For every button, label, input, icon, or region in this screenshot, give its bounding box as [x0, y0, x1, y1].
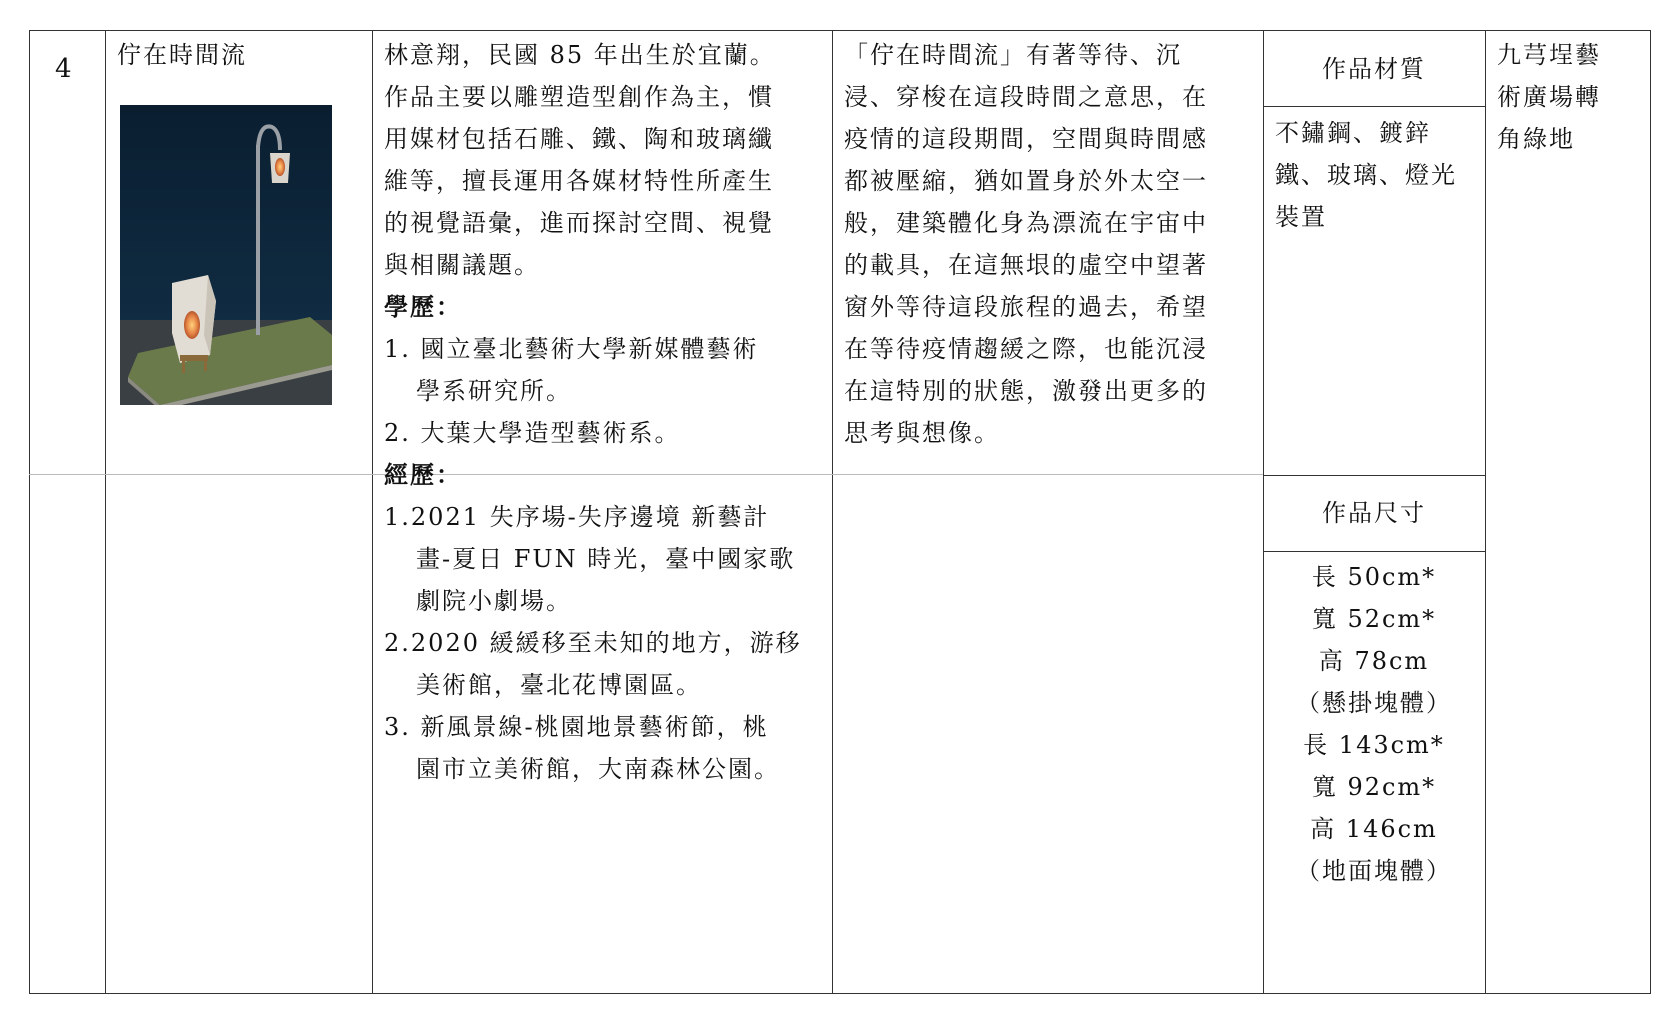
experience-line-6: 3. 新風景線-桃園地景藝術節，桃 [384, 713, 769, 741]
concept-line-3: 疫情的這段期間，空間與時間感 [844, 125, 1208, 153]
size-line-4: （懸掛塊體） [1296, 689, 1452, 717]
concept-line-10: 思考與想像。 [844, 419, 1000, 447]
education-heading: 學歷： [384, 292, 462, 321]
size-line-1: 長 50cm* [1311, 563, 1437, 591]
concept-line-6: 的載具，在這無垠的虛空中望著 [844, 251, 1208, 279]
bio-line-5: 的視覺語彙，進而探討空間、視覺 [384, 209, 774, 237]
concept-line-9: 在這特別的狀態，激發出更多的 [844, 377, 1208, 405]
material-line-2: 鐵、玻璃、燈光 [1275, 161, 1457, 189]
size-line-3: 高 78cm [1318, 647, 1430, 675]
experience-heading: 經歷： [384, 460, 462, 489]
experience-line-5: 美術館，臺北花博園區。 [416, 671, 702, 699]
location-line-3: 角綠地 [1497, 125, 1575, 153]
bio-line-4: 維等，擅長運用各媒材特性所產生 [384, 167, 774, 195]
experience-line-4: 2.2020 緩緩移至未知的地方，游移 [384, 629, 802, 657]
size-line-7: 高 146cm [1310, 815, 1438, 843]
row-number: 4 [55, 54, 74, 84]
material-heading-rule [1263, 106, 1485, 107]
bio-line-3: 用媒材包括石雕、鐵、陶和玻璃纖 [384, 125, 774, 153]
concept-line-7: 窗外等待這段旅程的過去，希望 [844, 293, 1208, 321]
table-left-border [29, 30, 30, 993]
bio-line-6: 與相關議題。 [384, 251, 540, 279]
size-line-2: 寬 52cm* [1311, 605, 1437, 633]
material-heading: 作品材質 [1322, 55, 1426, 83]
col-divider-2 [372, 30, 373, 993]
size-line-8: （地面塊體） [1296, 857, 1452, 885]
table-right-border [1650, 30, 1651, 993]
size-line-6: 寬 92cm* [1311, 773, 1437, 801]
size-values [1263, 556, 1485, 892]
col-divider-3 [832, 30, 833, 993]
location-line-2: 術廣場轉 [1497, 83, 1601, 111]
education-line-2: 學系研究所。 [416, 377, 572, 405]
size-heading-rule [1263, 551, 1485, 552]
artwork-title: 佇在時間流 [117, 41, 247, 69]
col-divider-5 [1485, 30, 1486, 993]
concept-line-4: 都被壓縮，猶如置身於外太空一 [844, 167, 1208, 195]
experience-line-2: 畫-夏日 FUN 時光，臺中國家歌 [416, 545, 796, 573]
size-heading: 作品尺寸 [1322, 499, 1426, 527]
table-bottom-border [29, 993, 1651, 994]
concept-line-2: 浸、穿梭在這段時間之意思，在 [844, 83, 1208, 111]
location-line-1: 九芎埕藝 [1497, 41, 1601, 69]
concept-line-8: 在等待疫情趨緩之際，也能沉浸 [844, 335, 1208, 363]
col-divider-1 [105, 30, 106, 993]
material-line-3: 裝置 [1275, 203, 1327, 231]
concept-line-5: 般，建築體化身為漂流在宇宙中 [844, 209, 1208, 237]
experience-line-7: 園市立美術館，大南森林公園。 [416, 755, 780, 783]
experience-line-3: 劇院小劇場。 [416, 587, 572, 615]
size-line-5: 長 143cm* [1303, 731, 1445, 759]
education-line-3: 2. 大葉大學造型藝術系。 [384, 419, 681, 447]
education-line-1: 1. 國立臺北藝術大學新媒體藝術 [384, 335, 759, 363]
bio-line-1: 林意翔，民國 85 年出生於宜蘭。 [384, 41, 776, 69]
bio-line-2: 作品主要以雕塑造型創作為主，慣 [384, 83, 774, 111]
material-line-1: 不鏽鋼、鍍鋅 [1275, 119, 1431, 147]
faint-row-rule [29, 474, 1263, 475]
concept-line-1: 「佇在時間流」有著等待、沉 [844, 41, 1182, 69]
artwork-image [120, 105, 332, 405]
experience-line-1: 1.2021 失序場-失序邊境 新藝計 [384, 503, 770, 531]
